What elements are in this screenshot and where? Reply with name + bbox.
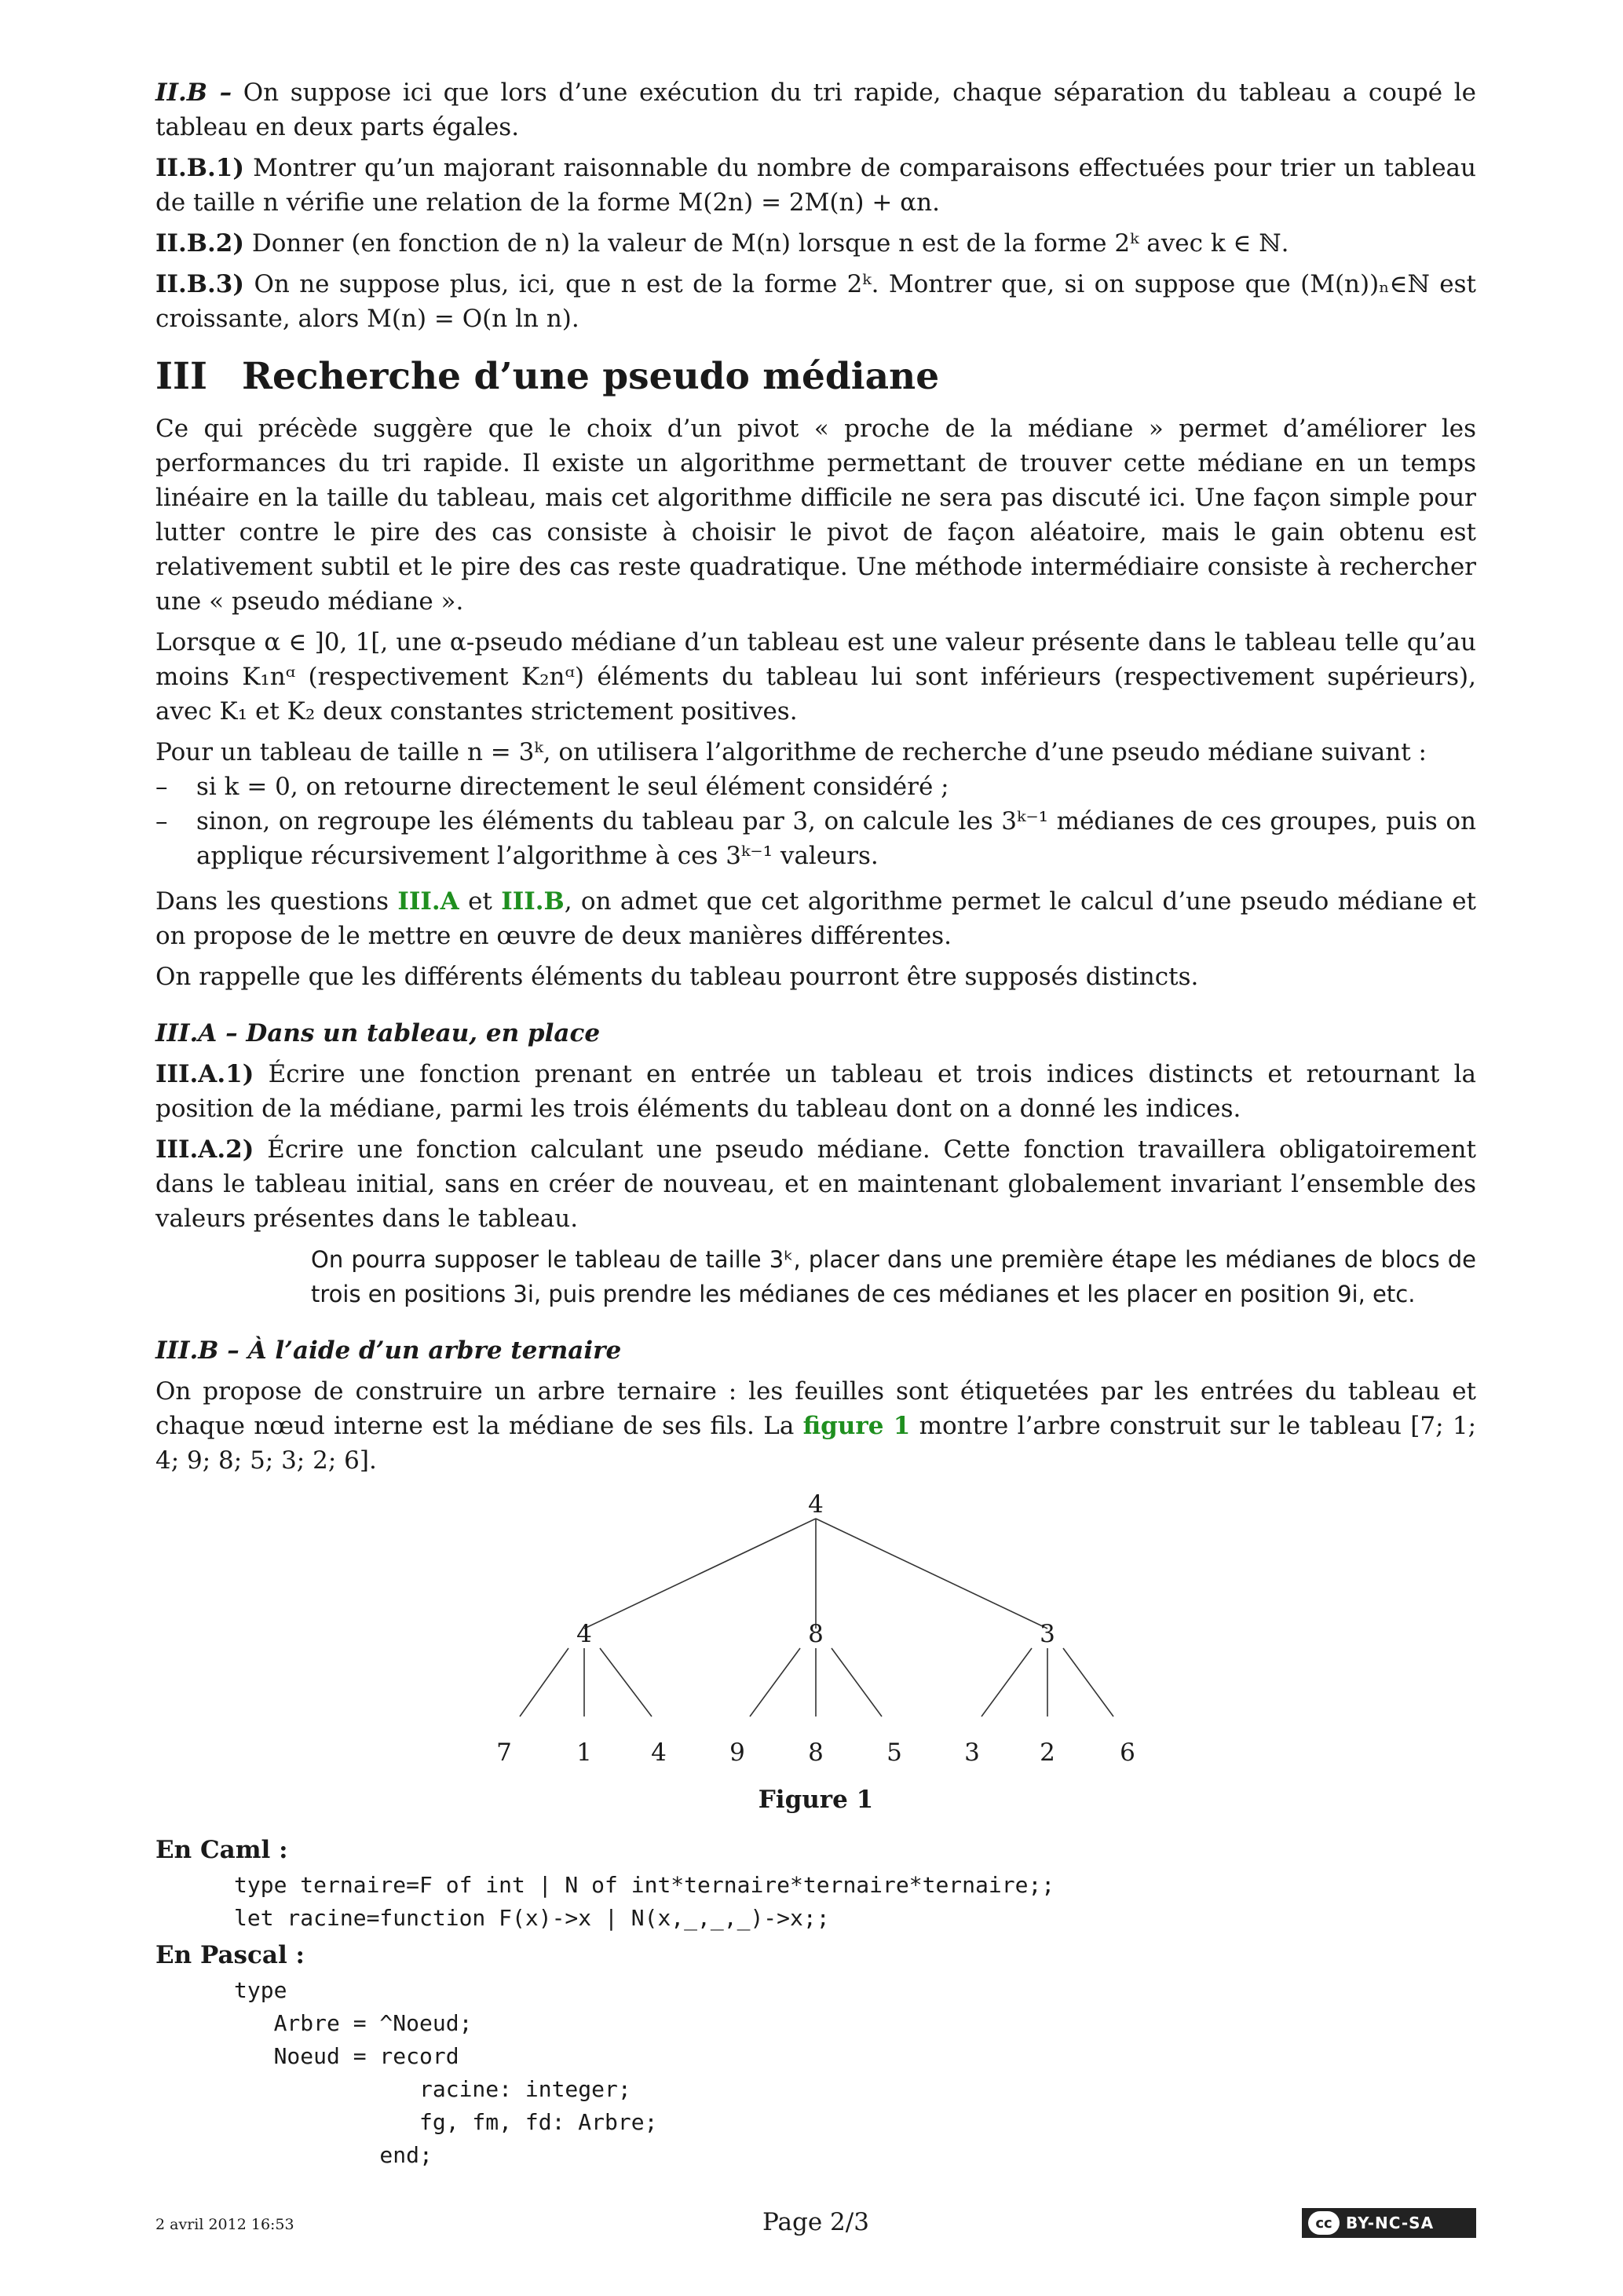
text-fragment: , on admet que cet algorithme permet le calcul d’une pseudo médiane et on propose de le mettre en œuvre de deux manières différentes. — [155, 887, 1476, 950]
list-item: – si k = 0, on retourne directement le seul élément considéré ; — [155, 773, 949, 801]
subsection-heading-IIIB: III.B – À l’aide d’un arbre ternaire — [155, 1336, 622, 1365]
question-IIIA1 — [155, 1057, 1476, 1126]
tree-internal-node: 8 — [808, 1620, 824, 1648]
pascal-heading: En Pascal : — [155, 1941, 305, 1969]
question-label: II.B – — [155, 79, 232, 107]
section-number: III — [155, 355, 207, 398]
caml-heading: En Caml : — [155, 1836, 288, 1864]
question-label: II.B.2) — [155, 229, 245, 258]
link-figure-1[interactable]: figure 1 — [802, 1412, 911, 1440]
cc-license-badge[interactable] — [1302, 2208, 1476, 2238]
question-label: III.A.1) — [155, 1060, 254, 1088]
tree-edge — [981, 1648, 1032, 1717]
cc-icon: cc — [1308, 2211, 1340, 2235]
algorithm-steps — [155, 770, 1476, 873]
question-text: On ne suppose plus, ici, que n est de la forme 2ᵏ. Montrer que, si on suppose que (M(n))ₙ∈ℕ est croissante, alors M(n) = O(n ln n). — [155, 270, 1476, 333]
tree-leaf: 8 — [808, 1738, 824, 1767]
question-text: Donner (en fonction de n) la valeur de M(n) lorsque n est de la forme 2ᵏ avec k ∈ ℕ. — [251, 229, 1289, 258]
question-IIB — [155, 75, 1476, 144]
section-title: Recherche d’une pseudo médiane — [241, 355, 940, 398]
tree-edge — [600, 1648, 652, 1717]
question-IIB2 — [155, 226, 1476, 261]
question-IIIA2 — [155, 1132, 1476, 1236]
page-footer — [155, 2208, 1476, 2239]
tree-leaf: 9 — [729, 1738, 745, 1767]
question-IIB3 — [155, 267, 1476, 336]
pascal-label: En Pascal — [155, 1941, 287, 1969]
intro-paragraph-6 — [155, 1374, 1476, 1478]
tree-edge — [1063, 1648, 1113, 1717]
intro-paragraph-2: Lorsque α ∈ ]0, 1[, une α-pseudo médiane d’un tableau est une valeur présente dans le tableau telle qu’au moins K₁nᵅ (respectivement K₂nᵅ) éléments du tableau lui sont inférieurs (respectivement supérieurs), avec K₁ et K₂ deux constantes strictement positives. — [155, 628, 1476, 726]
link-IIIB[interactable]: III.B — [501, 887, 565, 916]
link-IIIA[interactable]: III.A — [397, 887, 459, 916]
footer-date: 2 avril 2012 16:53 — [155, 2216, 294, 2233]
question-text: Écrire une fonction prenant en entrée un tableau et trois indices distincts et retournant la position de la médiane, parmi les trois éléments du tableau dont on a donné les indices. — [155, 1060, 1477, 1123]
hint-note: On pourra supposer le tableau de taille 3ᵏ, placer dans une première étape les médianes de blocs de trois en positions 3i, puis prendre les médianes de ces médianes et les placer en position 9i, etc. — [311, 1246, 1476, 1307]
tree-internal-node: 4 — [576, 1620, 592, 1648]
tree-edge — [520, 1648, 568, 1717]
question-label: II.B.3) — [155, 270, 245, 298]
list-item: – sinon, on regroupe les éléments du tableau par 3, on calcule les 3ᵏ⁻¹ médianes de ces groupes, puis on applique récursivement l’algorithme à ces 3ᵏ⁻¹ valeurs. — [155, 807, 1476, 870]
subsection-heading-IIIA: III.A – Dans un tableau, en place — [155, 1019, 601, 1047]
section-heading — [155, 353, 1476, 400]
intro-paragraph-4 — [155, 884, 1476, 953]
text-fragment: montre l’arbre construit sur le tableau [7; 1; 4; 9; 8; 5; 3; 2; 6]. — [155, 1412, 1477, 1475]
license-label: BY-NC-SA — [1346, 2214, 1435, 2232]
tree-edge — [750, 1648, 800, 1717]
caml-label: En Caml — [155, 1836, 271, 1864]
tree-root-node: 4 — [808, 1490, 824, 1519]
list-item-text: si k = 0, on retourne directement le seul élément considéré ; — [196, 773, 949, 801]
text-fragment: On propose de construire un arbre ternaire : les feuilles sont étiquetées par les entrées du tableau et chaque nœud interne est la médiane de ses fils. La — [155, 1377, 1476, 1440]
question-text: Montrer qu’un majorant raisonnable du nombre de comparaisons effectuées pour trier un tableau de taille n vérifie une relation de la forme M(2n) = 2M(n) + αn. — [155, 154, 1476, 217]
page-number: Page 2/3 — [762, 2208, 869, 2236]
figure-caption: Figure 1 — [758, 1786, 874, 1814]
tree-leaf: 2 — [1040, 1738, 1055, 1767]
tree-leaf: 3 — [964, 1738, 980, 1767]
tree-leaf: 6 — [1120, 1738, 1135, 1767]
intro-paragraph-1: Ce qui précède suggère que le choix d’un pivot « proche de la médiane » permet d’améliorer les performances du tri rapide. Il existe un algorithme permettant de trouver cette médiane en un temps linéaire en la taille du tableau, mais cet algorithme difficile ne sera pas discuté ici. Une façon simple pour lutter contre le pire des cas consiste à choisir le pivot de façon aléatoire, mais le gain obtenu est relativement subtil et le pire des cas reste quadratique. Une méthode intermédiaire consiste à rechercher une « pseudo médiane ». — [155, 415, 1476, 616]
figure-ternary-tree — [155, 1487, 1476, 1817]
tree-edge — [832, 1648, 882, 1717]
list-item-text: sinon, on regroupe les éléments du tableau par 3, on calcule les 3ᵏ⁻¹ médianes de ces groupes, puis on applique récursivement l’algorithme à ces 3ᵏ⁻¹ valeurs. — [196, 807, 1476, 870]
tree-edge — [584, 1519, 816, 1629]
tree-diagram — [155, 1487, 1476, 1817]
caml-code-block: type ternaire=F of int | N of int*ternaire*ternaire*ternaire;; let racine=function F(x)->x | N(x,_,_,_)->x;; — [234, 1872, 1055, 1931]
tree-leaf: 5 — [886, 1738, 902, 1767]
question-label: II.B.1) — [155, 154, 245, 182]
question-label: III.A.2) — [155, 1135, 254, 1164]
tree-leaf: 4 — [651, 1738, 667, 1767]
question-IIB1 — [155, 151, 1476, 220]
tree-leaf: 1 — [576, 1738, 592, 1767]
text-fragment: Dans les questions — [155, 887, 398, 916]
tree-leaf: 7 — [496, 1738, 512, 1767]
page-content — [155, 75, 1476, 2175]
tree-edge — [816, 1519, 1047, 1629]
tree-internal-node: 3 — [1040, 1620, 1055, 1648]
question-text: On suppose ici que lors d’une exécution du tri rapide, chaque séparation du tableau a coupé le tableau en deux parts égales. — [155, 79, 1477, 141]
question-text: Écrire une fonction calculant une pseudo médiane. Cette fonction travaillera obligatoirement dans le tableau initial, sans en créer de nouveau, et en maintenant globalement invariant l’ensemble des valeurs présentes dans le tableau. — [155, 1135, 1476, 1233]
intro-paragraph-3: Pour un tableau de taille n = 3ᵏ, on utilisera l’algorithme de recherche d’une pseudo médiane suivant : — [155, 738, 1427, 766]
intro-paragraph-5: On rappelle que les différents éléments du tableau pourront être supposés distincts. — [155, 963, 1199, 991]
text-fragment: et — [459, 887, 502, 916]
pascal-code-block: type Arbre = ^Noeud; Noeud = record racine: integer; fg, fm, fd: Arbre; end; — [234, 1977, 658, 2168]
